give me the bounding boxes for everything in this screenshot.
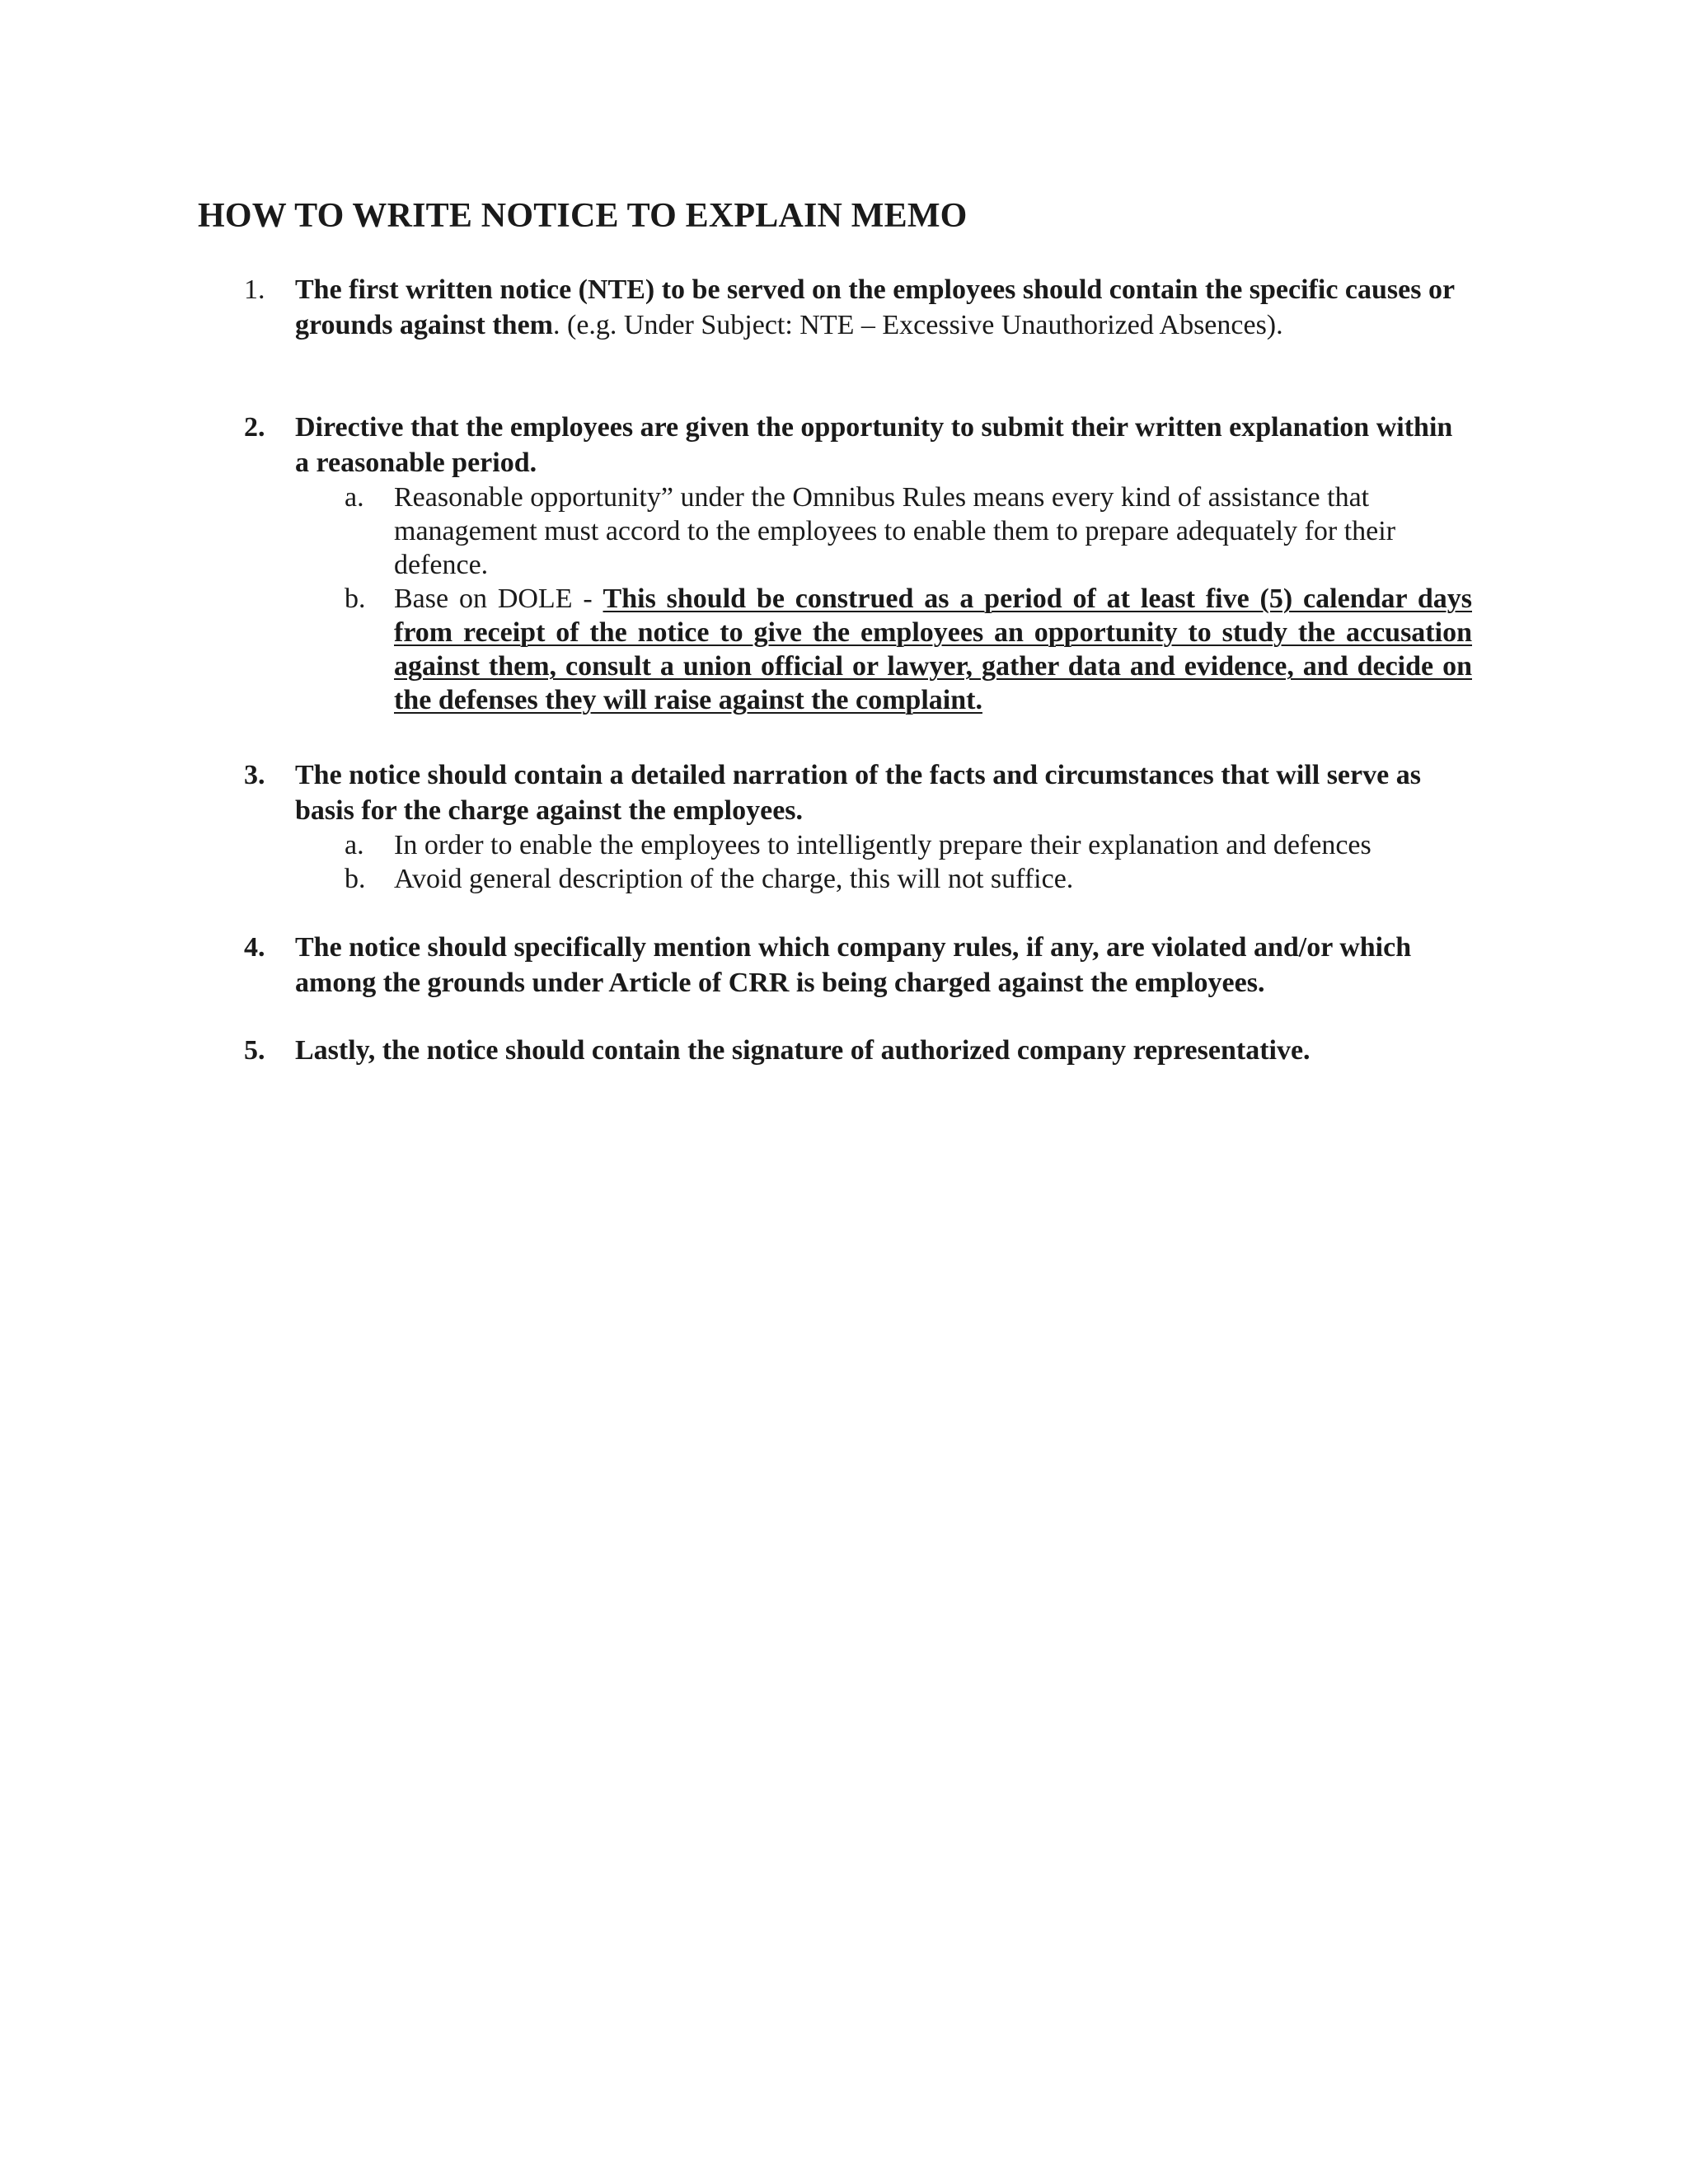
list-item-4: [244, 930, 1472, 1001]
list-number: 2.: [244, 412, 265, 443]
list-number: 4.: [244, 932, 265, 963]
sub-item-text: In order to enable the employees to intelligently prepare their explanation and defences: [394, 830, 1372, 860]
list-item-bold-text: The notice should specifically mention which company rules, if any, are violated and/or which among the grounds under Article of CRR is being charged against the employees.: [295, 932, 1412, 998]
sub-item-letter: a.: [345, 482, 364, 513]
list-item-body: [295, 1033, 1472, 1068]
list-item-bold-text: Directive that the employees are given the opportunity to submit their written explanation within a reasonable period.: [295, 412, 1453, 478]
list-item-1: [244, 272, 1472, 343]
sub-item-underlined-text: This should be construed as a period of at least five (5) calendar days from receipt of the notice to give the employees an opportunity to study the accusation against them, consult a union official or lawyer, gather data and evidence, and decide on the defenses they will raise against the complaint.: [394, 583, 1472, 715]
sub-item-letter: b.: [345, 864, 366, 894]
list-item-body: [295, 272, 1472, 343]
sub-item-b: [345, 862, 1472, 896]
list-number: 1.: [244, 274, 265, 305]
sub-item-a: [345, 828, 1472, 862]
list-item-text: . (e.g. Under Subject: NTE – Excessive Unauthorized Absences).: [553, 310, 1283, 340]
list-item-body: [295, 757, 1472, 896]
list-item-3: [244, 757, 1472, 896]
sub-item-text: Reasonable opportunity” under the Omnibus Rules means every kind of assistance that management must accord to the employees to enable them to prepare adequately for their defence.: [394, 482, 1396, 580]
list-number: 3.: [244, 760, 265, 790]
sub-item-letter: b.: [345, 583, 366, 614]
sub-item-letter: a.: [345, 830, 364, 860]
list-item-body: [295, 410, 1472, 717]
list-item-2: [244, 410, 1472, 717]
list-item-body: [295, 930, 1472, 1001]
list-item-bold-text: The first written notice (NTE) to be served on the employees should contain the specific causes or grounds against them: [295, 274, 1455, 340]
list-item-5: [244, 1033, 1472, 1068]
sub-item-prefix: Base on DOLE -: [394, 583, 603, 614]
list-number: 5.: [244, 1035, 265, 1066]
list-item-bold-text: The notice should contain a detailed narration of the facts and circumstances that will serve as basis for the charge against the employees.: [295, 760, 1421, 826]
sub-item-b: [345, 582, 1472, 717]
sub-item-a: [345, 480, 1472, 582]
sub-item-text: Avoid general description of the charge, this will not suffice.: [394, 864, 1074, 894]
document-title: HOW TO WRITE NOTICE TO EXPLAIN MEMO: [198, 197, 968, 235]
list-item-bold-text: Lastly, the notice should contain the signature of authorized company representative.: [295, 1035, 1311, 1066]
